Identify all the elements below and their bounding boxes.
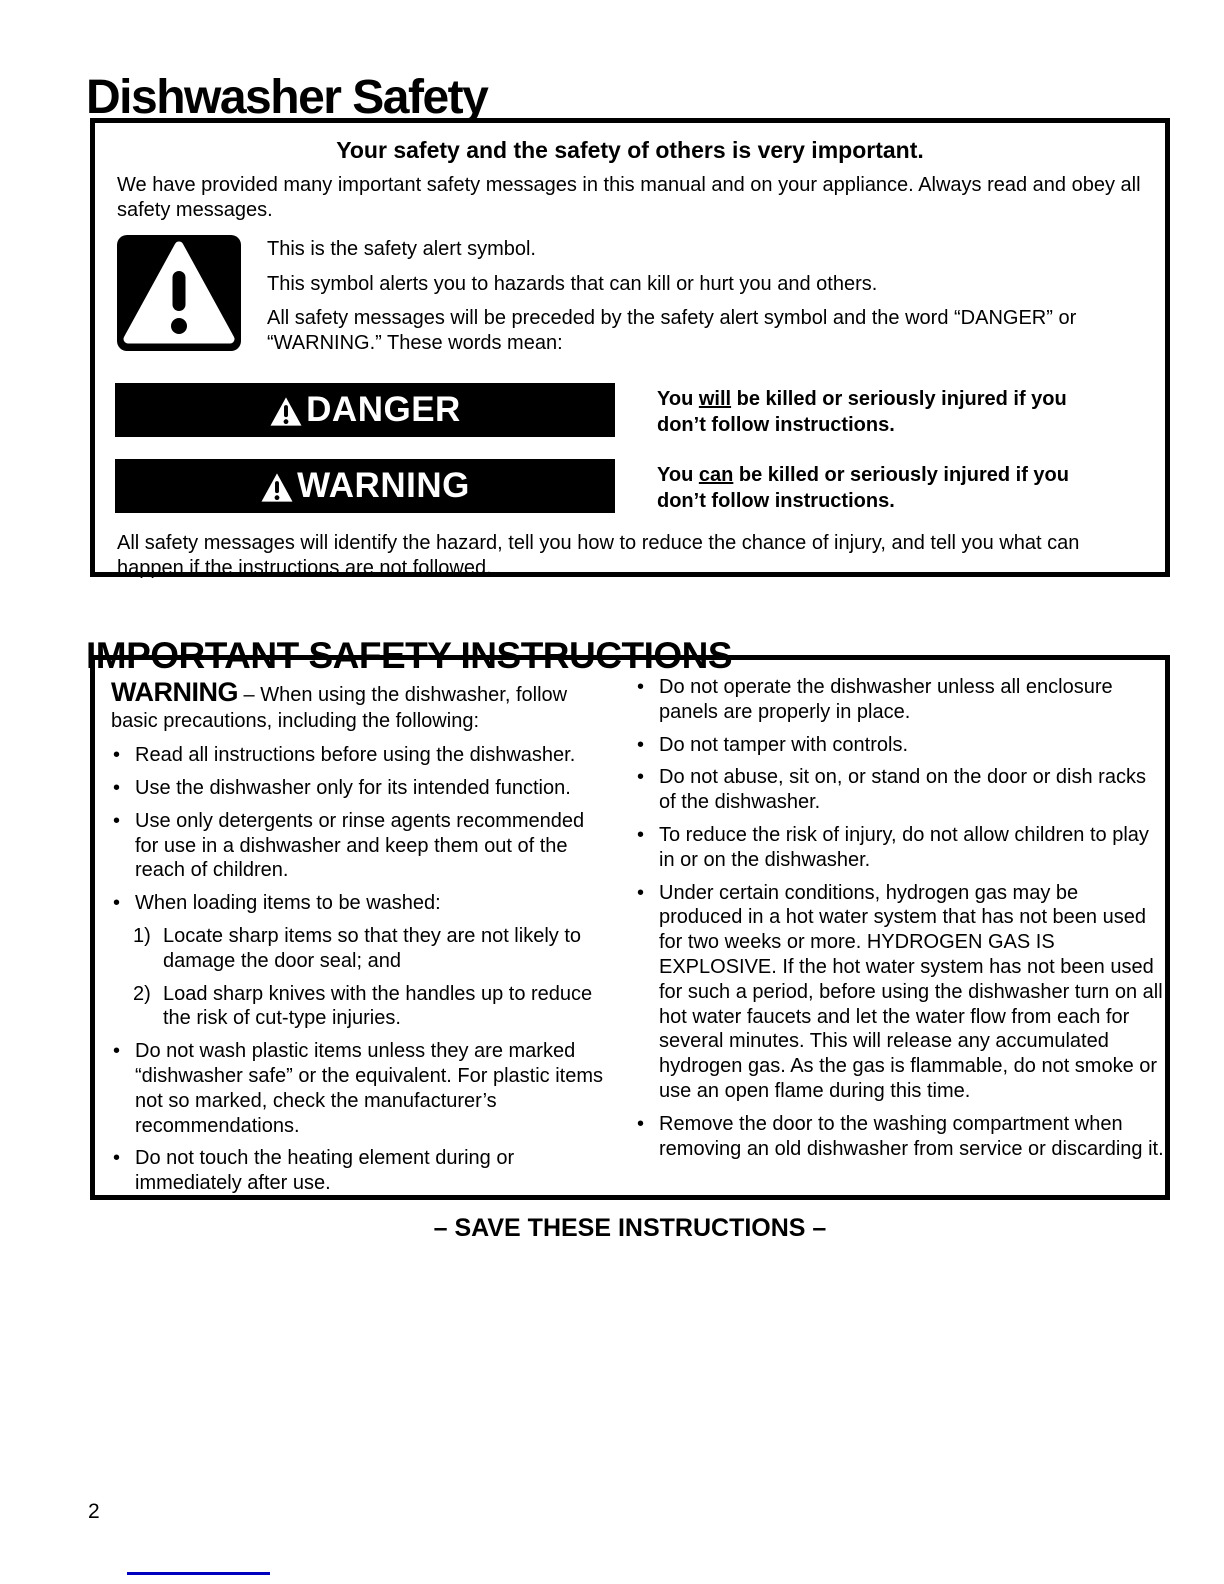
- bullet-icon: •: [113, 744, 121, 767]
- instructions-left-column: [111, 675, 611, 1204]
- bullet-icon: •: [637, 733, 645, 756]
- alert-symbol-row: [117, 235, 1143, 365]
- page-title: Dishwasher Safety: [86, 71, 488, 125]
- right-bullet-list: [635, 675, 1165, 1161]
- safety-alert-icon: [117, 235, 241, 365]
- alert-symbol-text: [267, 235, 1143, 365]
- numbered-instruction: 2) Load sharp knives with the handles up to reduce the risk of cut-type injuries.: [133, 982, 593, 1030]
- bullet-icon: •: [113, 892, 121, 915]
- save-instructions-line: – SAVE THESE INSTRUCTIONS –: [433, 1213, 827, 1242]
- instruction-item: • When loading items to be washed:: [113, 892, 441, 915]
- danger-banner: [115, 383, 615, 437]
- instruction-item: • Use only detergents or rinse agents recommended for use in a dishwasher and keep them out of the reach of children.: [113, 809, 585, 882]
- bullet-icon: •: [113, 1040, 121, 1063]
- instruction-item: • Remove the door to the washing compartment when removing an old dishwasher from service or discarding it.: [637, 1112, 1164, 1160]
- important-instructions-box: [90, 655, 1170, 1242]
- instruction-item: • Do not wash plastic items unless they are marked “dishwasher safe” or the equivalent. For plastic items not so marked, check the manufacturer’s recommendations.: [113, 1040, 603, 1137]
- instruction-item: • To reduce the risk of injury, do not allow children to play in or on the dishwasher.: [637, 823, 1149, 871]
- bullet-icon: •: [113, 809, 121, 832]
- bullet-icon: •: [637, 766, 645, 789]
- instruction-item: • Read all instructions before using the dishwasher.: [113, 744, 576, 767]
- warning-description: You can be killed or seriously injured if you don’t follow instructions.: [657, 464, 1069, 513]
- instruction-item: • Do not tamper with controls.: [637, 733, 908, 756]
- numbered-instruction: 1) Locate sharp items so that they are not likely to damage the door seal; and: [133, 924, 581, 972]
- instructions-columns: [95, 660, 1165, 1204]
- warning-banner: [115, 459, 615, 513]
- bullet-icon: •: [637, 881, 645, 904]
- safety-box-heading: Your safety and the safety of others is very important.: [336, 137, 924, 163]
- danger-description: You will be killed or seriously injured if you don’t follow instructions.: [657, 388, 1067, 437]
- warning-row: [115, 459, 1165, 514]
- danger-row: [115, 383, 1165, 438]
- left-numbered-list: [133, 924, 611, 1031]
- bullet-icon: •: [637, 1112, 645, 1135]
- safety-intro-text: We have provided many important safety messages in this manual and on your appliance. Always read and obey all safety messages.: [117, 174, 1141, 222]
- instructions-right-column: [635, 675, 1165, 1204]
- left-bullet-list-a: [111, 743, 611, 916]
- page-number: 2: [88, 1500, 100, 1523]
- instruction-item: • Do not touch the heating element during or immediately after use.: [113, 1147, 515, 1195]
- instruction-item: • Use the dishwasher only for its intended function.: [113, 777, 571, 799]
- left-bullet-list-b: [111, 1039, 611, 1196]
- bullet-icon: •: [113, 777, 121, 799]
- section-heading: IMPORTANT SAFETY INSTRUCTIONS: [86, 634, 733, 676]
- bullet-icon: •: [637, 823, 645, 846]
- instruction-item: • Do not abuse, sit on, or stand on the door or dish racks of the dishwasher.: [637, 766, 1146, 814]
- safety-overview-box: [90, 118, 1170, 580]
- footer-rule: [127, 1572, 270, 1575]
- warning-label: WARNING: [297, 466, 470, 506]
- warning-lead: WARNING – When using the dishwasher, follow basic precautions, including the following:: [111, 677, 568, 733]
- alert-triangle-icon: [269, 396, 303, 427]
- instruction-item: • Do not operate the dishwasher unless all enclosure panels are properly in place.: [637, 676, 1113, 723]
- danger-label: DANGER: [306, 390, 461, 430]
- alert-symbol-line: This is the safety alert symbol.: [267, 238, 536, 261]
- alert-symbol-line: This symbol alerts you to hazards that can kill or hurt you and others.: [267, 272, 878, 295]
- instruction-item: • Under certain conditions, hydrogen gas may be produced in a hot water system that has not been used for two weeks or more. HYDROGEN GAS IS EXPLOSIVE. If the hot water system has not been used for such a period, before using the dishwasher turn on all hot water faucets and let the water flow from each for several minutes. This will release any accumulated hydrogen gas. As the gas is flammable, do not smoke or use an open flame during this time.: [637, 881, 1163, 1102]
- bullet-icon: •: [113, 1147, 121, 1170]
- safety-footer-text: All safety messages will identify the hazard, tell you how to reduce the chance of injury, and tell you what can happen if the instructions are not followed.: [117, 532, 1080, 580]
- bullet-icon: •: [637, 676, 645, 698]
- alert-triangle-icon: [260, 472, 294, 503]
- alert-symbol-line: All safety messages will be preceded by the safety alert symbol and the word “DANGER” or “WARNING.” These words mean:: [267, 306, 1077, 354]
